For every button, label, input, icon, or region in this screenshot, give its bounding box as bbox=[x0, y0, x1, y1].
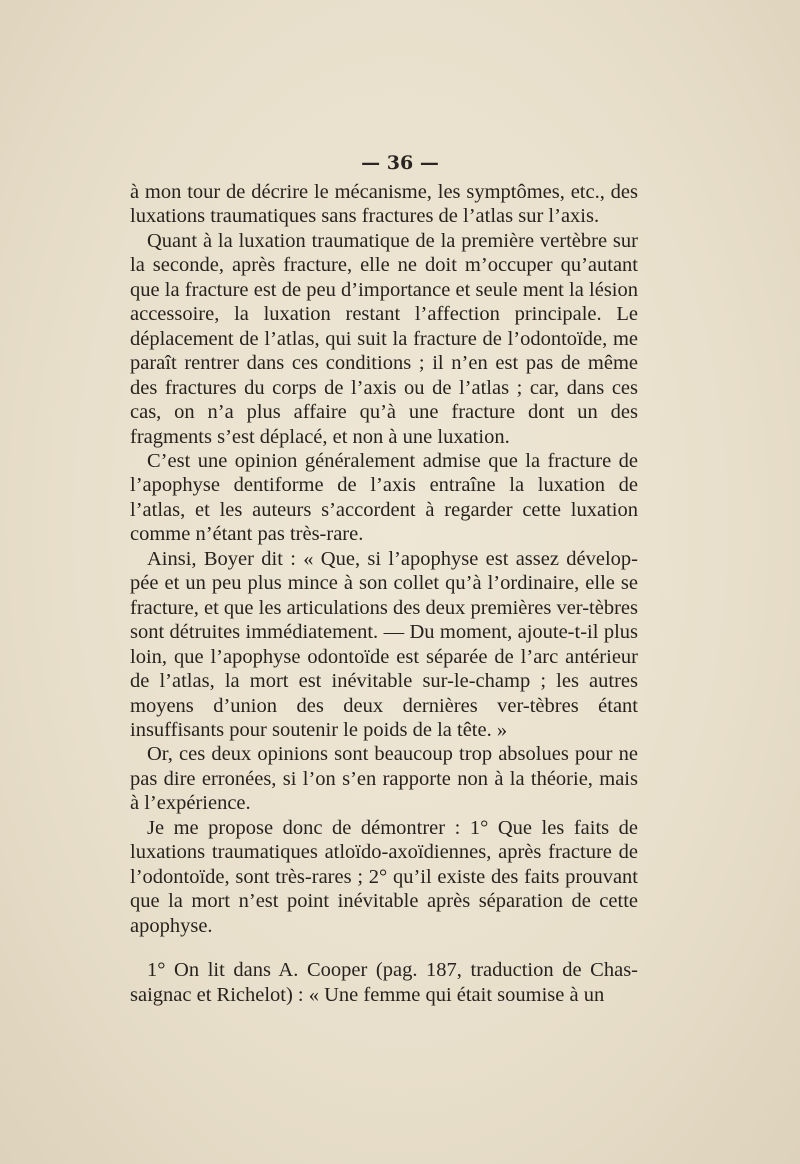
paragraph: Quant à la luxation traumatique de la première vertèbre sur la seconde, après fracture, elle ne doit m’occuper qu’autant que la fracture est de peu d’importance et seule ment la lésion accessoire, la luxation restant l’affection principale. Le déplacement de l’atlas, qui suit la fracture de l’odontoïde, me paraît rentrer dans ces conditions ; il n’en est pas de même des fractures du corps de l’axis ou de l’atlas ; car, dans ces cas, on n’a plus affaire qu’à une fracture dont un des fragments s’est déplacé, et non à une luxation. bbox=[130, 229, 638, 448]
body-text bbox=[130, 180, 638, 1007]
paragraph: 1° On lit dans A. Cooper (pag. 187, traduction de Chas-saignac et Richelot) : « Une femme qui était soumise à un bbox=[130, 959, 638, 1006]
page-number: — 36 — bbox=[361, 152, 439, 174]
paragraph: Or, ces deux opinions sont beaucoup trop absolues pour ne pas dire erronées, si l’on s’en rapporte non à la théorie, mais à l’expérience. bbox=[130, 743, 638, 815]
paragraph: Ainsi, Boyer dit : « Que, si l’apophyse est assez dévelop-pée et un peu plus mince à son collet qu’à l’ordinaire, elle se fracture, et que les articulations des deux premières ver-tèbres sont détruites immédiatement. — Du moment, ajoute-t-il plus loin, que l’apophyse odontoïde est séparée de l’arc antérieur de l’atlas, la mort est inévitable sur-le-champ ; les autres moyens d’union des deux dernières ver-tèbres étant insuffisants pour soutenir le poids de la tête. » bbox=[130, 547, 638, 741]
paragraph: C’est une opinion généralement admise que la fracture de l’apophyse dentiforme de l’axis entraîne la luxation de l’atlas, et les auteurs s’accordent à regarder cette luxation comme n’étant pas très-rare. bbox=[130, 449, 638, 546]
paragraph: à mon tour de décrire le mécanisme, les symptômes, etc., des luxations traumatiques sans fractures de l’atlas sur l’axis. bbox=[130, 181, 638, 228]
paragraph: Je me propose donc de démontrer : 1° Que les faits de luxations traumatiques atloïdo-axoïdiennes, après fracture de l’odontoïde, sont très-rares ; 2° qu’il existe des faits prouvant que la mort n’est point inévitable après séparation de cette apophyse. bbox=[130, 816, 638, 937]
